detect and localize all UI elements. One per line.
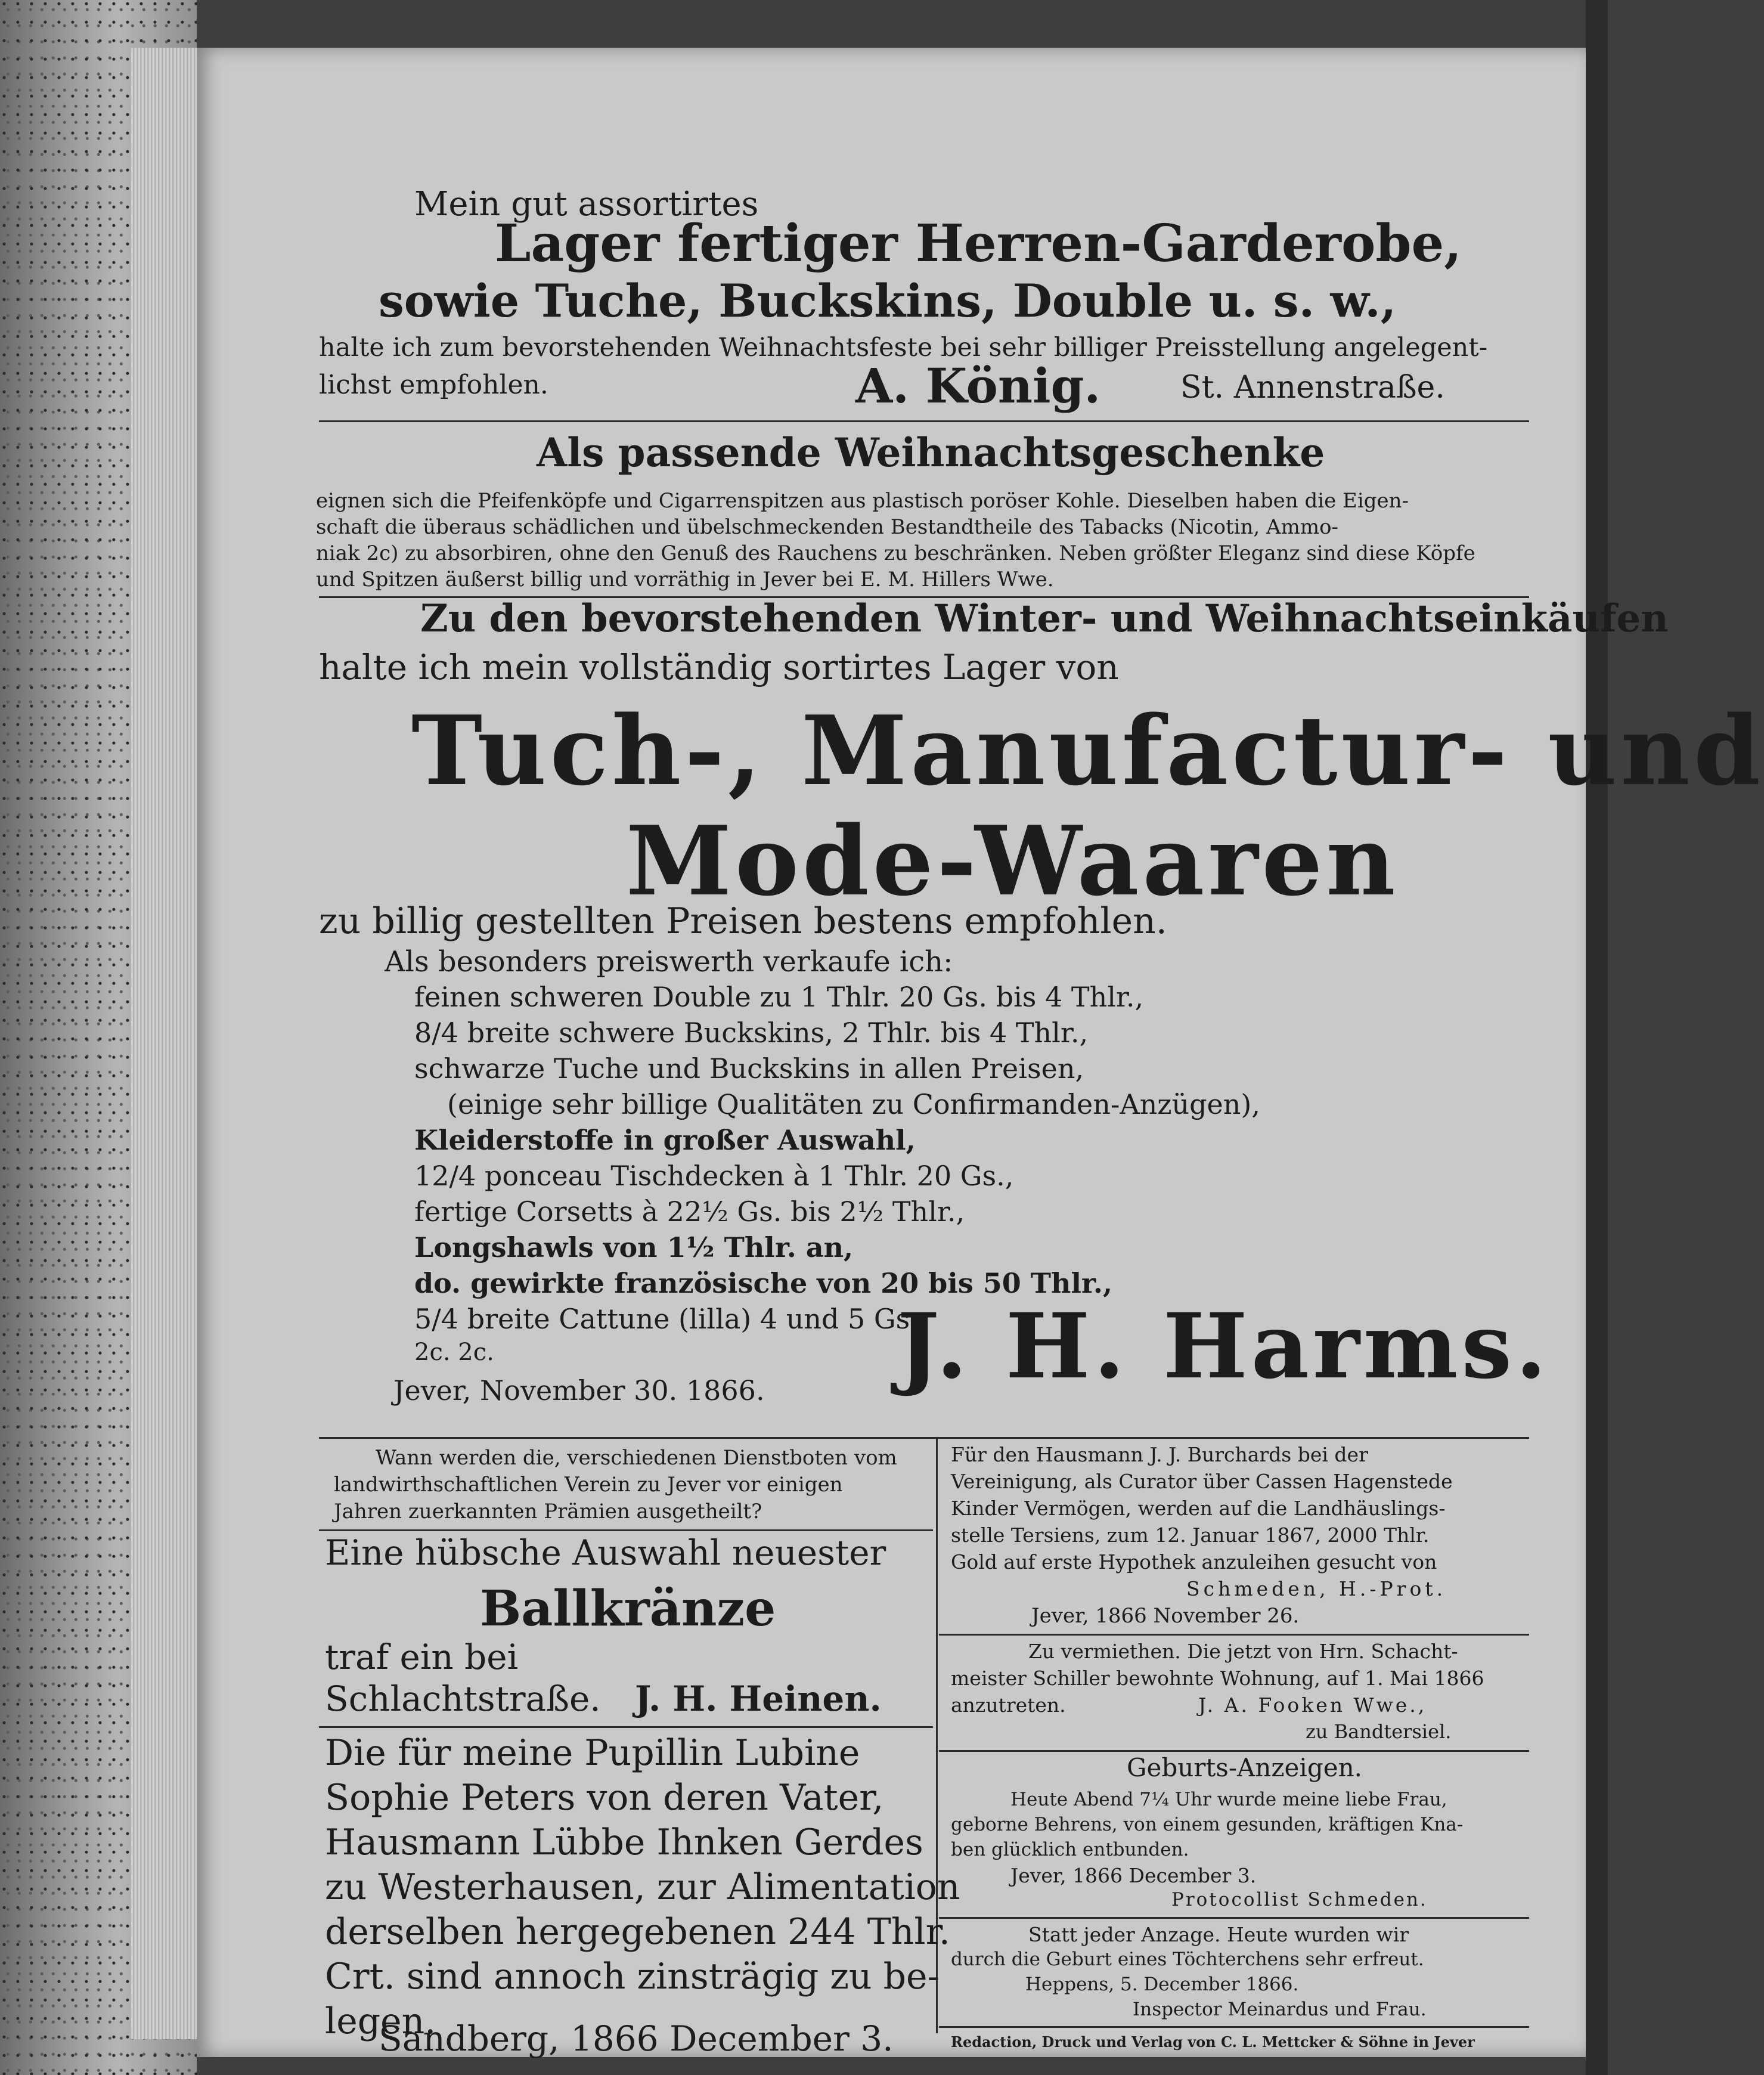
ad7-signature: Schmeden, H.-Prot. <box>1186 1577 1447 1600</box>
imprint: Redaction, Druck und Verlag von C. L. Mettcker & Söhne in Jever <box>951 2033 1475 2051</box>
ad6-line: Hausmann Lübbe Ihnken Gerdes <box>325 1822 923 1863</box>
ad3-item: schwarze Tuche und Buckskins in allen Preisen, <box>414 1052 1084 1085</box>
ad1-signature: A. König. <box>855 358 1101 414</box>
ad3-item: feinen schweren Double zu 1 Thlr. 20 Gs. bis 4 Thlr., <box>414 981 1144 1013</box>
divider <box>939 1917 1529 1919</box>
divider <box>319 420 1529 422</box>
ad3-item: fertige Corsetts à 22½ Gs. bis 2½ Thlr., <box>414 1196 965 1228</box>
ad8-signature: J. A. Fooken Wwe., <box>1198 1693 1427 1717</box>
ad7-line: stelle Tersiens, zum 12. Januar 1867, 2000 Thlr. <box>951 1523 1430 1547</box>
ad7-line: Gold auf erste Hypothek anzuleihen gesucht von <box>951 1550 1437 1574</box>
ad7-line: Vereinigung, als Curator über Cassen Hagenstede <box>951 1470 1453 1493</box>
ad3-item: 8/4 breite schwere Buckskins, 2 Thlr. bis 4 Thlr., <box>414 1017 1089 1049</box>
scan-background-right <box>1586 0 1608 2075</box>
ad7-line: Für den Hausmann J. J. Burchards bei der <box>951 1443 1368 1466</box>
ad2-line: niak 2c) zu absorbiren, ohne den Genuß des Rauchens zu beschränken. Neben größter Eleganz sind diese Köpfe <box>316 541 1475 565</box>
ad9-signature: Protocollist Schmeden. <box>1171 1889 1428 1910</box>
ad3-headline-1: Tuch-, Manufactur- und <box>411 695 1764 807</box>
ad5-headline: Ballkränze <box>480 1580 776 1637</box>
ad5-line1: Eine hübsche Auswahl neuester <box>325 1532 886 1573</box>
ad9-line: ben glücklich entbunden. <box>951 1839 1189 1860</box>
ad6-line: legen. <box>325 2000 436 2042</box>
ad2-line: schaft die überaus schädlichen und übelschmeckenden Bestandtheile des Tabacks (Nicotin, Ammo- <box>316 515 1339 539</box>
ad3-recommend: zu billig gestellten Preisen bestens empfohlen. <box>319 900 1167 942</box>
ad3-signature: J. H. Harms. <box>897 1294 1551 1399</box>
ad2-line: und Spitzen äußerst billig und vorräthig in Jever bei E. M. Hillers Wwe. <box>316 568 1054 591</box>
ad8-line: Zu vermiethen. Die jetzt von Hrn. Schacht- <box>1028 1640 1458 1663</box>
ad10-signature: Inspector Meinardus und Frau. <box>1133 1999 1427 2020</box>
ad1-headline: Lager fertiger Herren-Garderobe, <box>495 213 1462 274</box>
divider <box>319 1437 1529 1439</box>
ad6-line: Sophie Peters von deren Vater, <box>325 1777 884 1819</box>
ad2-title: Als passende Weihnachtsgeschenke <box>537 429 1325 476</box>
ad5-signature: J. H. Heinen. <box>635 1678 882 1719</box>
ad7-line: Kinder Vermögen, werden auf die Landhäuslings- <box>951 1497 1446 1520</box>
ad6-dateline: Sandberg, 1866 December 3. <box>379 2018 894 2059</box>
ad7-dateline: Jever, 1866 November 26. <box>1031 1604 1300 1628</box>
ad1-subheadline: sowie Tuche, Buckskins, Double u. s. w., <box>379 274 1397 327</box>
ad6-line: Die für meine Pupillin Lubine <box>325 1732 860 1774</box>
ad2-line: eignen sich die Pfeifenköpfe und Cigarrenspitzen aus plastisch poröser Kohle. Dieselben haben die Eigen- <box>316 489 1409 513</box>
divider <box>319 1726 933 1728</box>
ad3-item: Kleiderstoffe in großer Auswahl, <box>414 1124 916 1156</box>
ad3-item: 12/4 ponceau Tischdecken à 1 Thlr. 20 Gs., <box>414 1160 1014 1192</box>
ad9-dateline: Jever, 1866 December 3. <box>1010 1864 1257 1887</box>
ad8-signature-place: zu Bandtersiel. <box>1306 1720 1452 1743</box>
divider <box>939 1634 1529 1636</box>
divider <box>939 1750 1529 1752</box>
ad10-dateline: Heppens, 5. December 1866. <box>1025 1974 1299 1995</box>
ad1-body-end: lichst empfohlen. <box>319 370 548 400</box>
ad4-line: Wann werden die, verschiedenen Dienstboten vom <box>376 1446 897 1470</box>
ad1-line1: Mein gut assortirtes <box>414 185 759 224</box>
ad3-item: 2c. 2c. <box>414 1339 494 1366</box>
divider <box>939 2026 1529 2028</box>
ad4-line: Jahren zuerkannten Prämien ausgetheilt? <box>334 1500 762 1523</box>
ad3-item: do. gewirkte französische von 20 bis 50 Thlr., <box>414 1267 1112 1299</box>
ad3-item: (einige sehr billige Qualitäten zu Confirmanden-Anzügen), <box>447 1088 1260 1120</box>
ad3-item: 5/4 breite Cattune (lilla) 4 und 5 Gs., <box>414 1303 928 1335</box>
ad3-headline-2: Mode-Waaren <box>626 805 1399 917</box>
ad6-line: Crt. sind annoch zinsträgig zu be- <box>325 1956 940 1997</box>
ad10-line: durch die Geburt eines Töchterchens sehr erfreut. <box>951 1949 1424 1970</box>
ad3-intro-2: halte ich mein vollständig sortirtes Lager von <box>319 647 1119 687</box>
ad3-intro: Zu den bevorstehenden Winter- und Weihnachtseinkäufen <box>420 596 1669 641</box>
ad9-line: geborne Behrens, von einem gesunden, kräftigen Kna- <box>951 1814 1464 1835</box>
ad6-line: zu Westerhausen, zur Alimentation <box>325 1866 960 1908</box>
ad9-title: Geburts-Anzeigen. <box>1127 1753 1362 1782</box>
ad8-line: anzutreten. <box>951 1693 1066 1717</box>
newspaper-page <box>197 48 1764 2059</box>
divider <box>319 1529 933 1531</box>
page-stack-edges <box>131 48 197 2039</box>
ad1-address: St. Annenstraße. <box>1180 370 1445 405</box>
ad4-line: landwirthschaftlichen Verein zu Jever vor einigen <box>334 1473 843 1497</box>
ad10-line: Statt jeder Anzage. Heute wurden wir <box>1028 1923 1409 1946</box>
ad8-line: meister Schiller bewohnte Wohnung, auf 1. Mai 1866 <box>951 1667 1484 1690</box>
ad5-address: Schlachtstraße. <box>325 1678 601 1719</box>
ad5-line3: traf ein bei <box>325 1637 519 1677</box>
ad1-body: halte ich zum bevorstehenden Weihnachtsfeste bei sehr billiger Preisstellung angelegent- <box>319 333 1488 363</box>
ad9-line: Heute Abend 7¼ Uhr wurde meine liebe Frau, <box>1010 1789 1447 1810</box>
ad3-special: Als besonders preiswerth verkaufe ich: <box>385 945 953 978</box>
ad6-line: derselben hergegebenen 244 Thlr. <box>325 1911 950 1953</box>
ad3-dateline: Jever, November 30. 1866. <box>393 1374 765 1407</box>
ad3-item: Longshawls von 1½ Thlr. an, <box>414 1231 854 1263</box>
